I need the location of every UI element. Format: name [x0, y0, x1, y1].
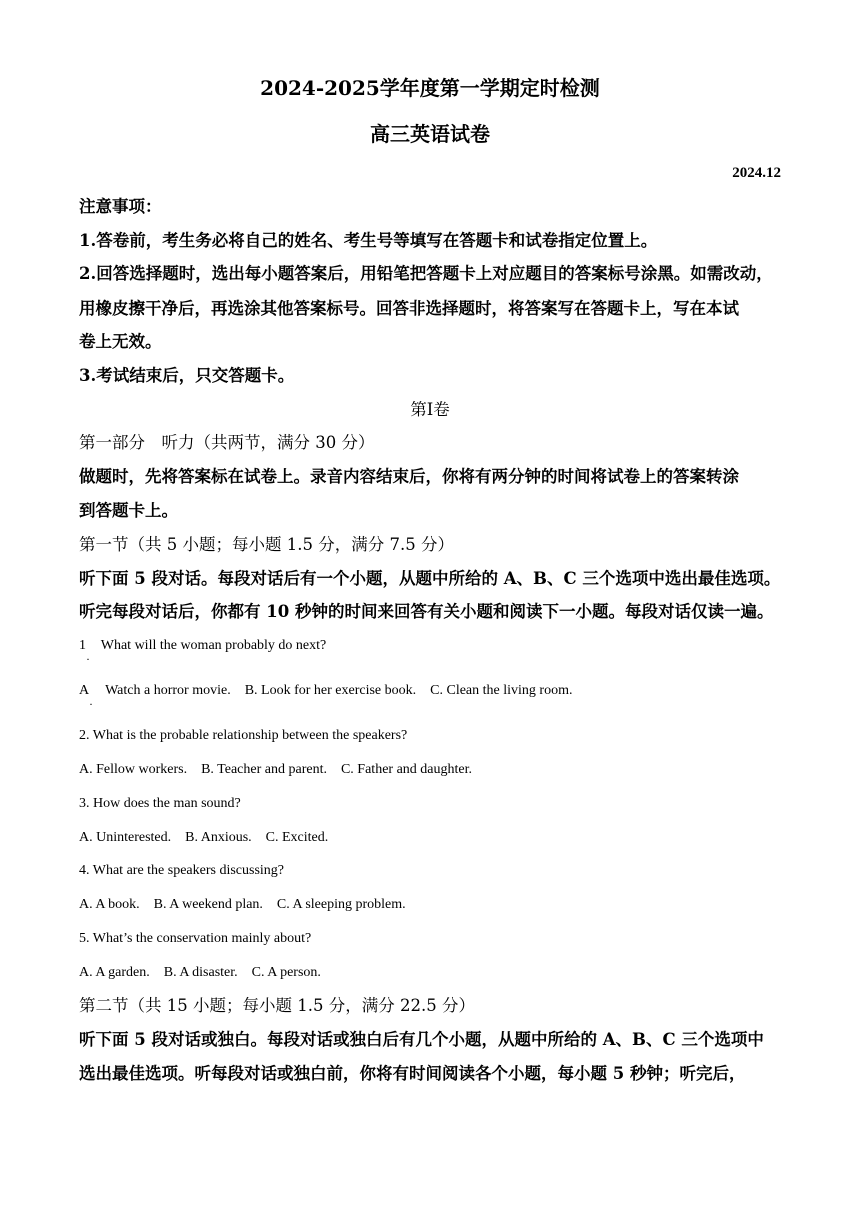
- volume-heading: 第Ⅰ卷: [410, 400, 450, 419]
- question-2-stem: 2. What is the probable relationship between the speakers?: [79, 728, 408, 743]
- question-3-options: A. Uninterested. B. Anxious. C. Excited.: [79, 830, 329, 845]
- notes-item-2-line-1: 2.回答选择题时，选出每小题答案后，用铅笔把答题卡上对应题目的答案标号涂黑。如需改动，: [79, 264, 773, 283]
- section2-intro-line-2: 选出最佳选项。听每段对话或独白前，你将有时间阅读各个小题，每小题 5 秒钟；听完后，: [79, 1064, 746, 1083]
- exam-subtitle: 高三英语试卷: [370, 122, 490, 146]
- question-1-option-a-letter: A: [79, 683, 89, 698]
- question-1-number-dot: ·: [86, 652, 90, 666]
- question-1-stem: [79, 639, 326, 653]
- notes-item-1: 1.答卷前，考生务必将自己的姓名、考生号等填写在答题卡和试卷指定位置上。: [79, 231, 658, 250]
- notes-heading: 注意事项：: [79, 197, 162, 216]
- part1-intro-line-1: 做题时，先将答案标在试卷上。录音内容结束后，你将有两分钟的时间将试卷上的答案转涂: [79, 467, 739, 486]
- question-4-options: A. A book. B. A weekend plan. C. A sleeping problem.: [79, 897, 406, 912]
- question-1-text: What will the woman probably do next?: [100, 638, 327, 653]
- question-3-stem: 3. How does the man sound?: [79, 796, 241, 811]
- section1-heading: 第一节（共 5 小题；每小题 1.5 分，满分 7.5 分）: [79, 535, 454, 554]
- section2-intro-line-1: 听下面 5 段对话或独白。每段对话或独白后有几个小题，从题中所给的 A、B、C 三个选项中: [79, 1030, 764, 1049]
- question-2-options: A. Fellow workers. B. Teacher and parent. C. Father and daughter.: [79, 762, 472, 777]
- exam-title: 2024-2025学年度第一学期定时检测: [260, 76, 600, 100]
- notes-item-2-line-3: 卷上无效。: [79, 332, 162, 351]
- exam-date: 2024.12: [732, 165, 781, 181]
- question-4-stem: 4. What are the speakers discussing?: [79, 863, 285, 878]
- part1-heading: 第一部分 听力（共两节，满分 30 分）: [79, 433, 375, 452]
- notes-item-2-line-2: 用橡皮擦干净后，再选涂其他答案标号。回答非选择题时，将答案写在答题卡上，写在本试: [79, 299, 739, 318]
- question-1-option-a-dot: ·: [89, 697, 93, 711]
- question-5-options: A. A garden. B. A disaster. C. A person.: [79, 965, 321, 980]
- question-5-stem: 5. What’s the conservation mainly about?: [79, 931, 312, 946]
- notes-item-3: 3.考试结束后，只交答题卡。: [79, 366, 295, 385]
- part1-intro-line-2: 到答题卡上。: [79, 501, 178, 520]
- section1-intro-line-1: 听下面 5 段对话。每段对话后有一个小题，从题中所给的 A、B、C 三个选项中选出最佳选项。: [79, 569, 781, 588]
- question-1-options: [79, 684, 572, 698]
- question-1-number: 1: [79, 638, 86, 653]
- section2-heading: 第二节（共 15 小题；每小题 1.5 分，满分 22.5 分）: [79, 996, 475, 1015]
- question-1-options-text: Watch a horror movie. B. Look for her exercise book. C. Clean the living room.: [105, 683, 573, 698]
- section1-intro-line-2: 听完每段对话后，你都有 10 秒钟的时间来回答有关小题和阅读下一小题。每段对话仅读一遍。: [79, 602, 774, 621]
